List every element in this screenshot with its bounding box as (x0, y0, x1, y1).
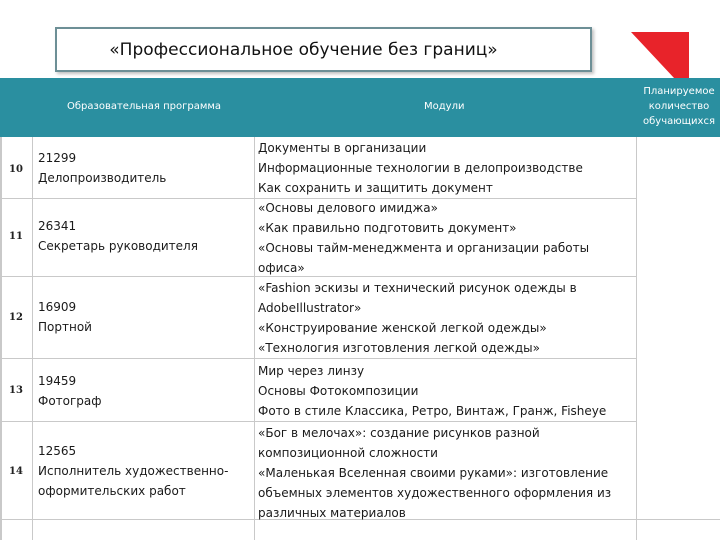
modules-cell (258, 138, 583, 198)
module-line: объемных элементов художественного оформления из (258, 486, 612, 500)
program-cell (38, 371, 102, 411)
module-line: композиционной сложности (258, 446, 438, 460)
row-number: 11 (9, 231, 23, 242)
module-line: «Основы делового имиджа» (258, 201, 438, 215)
module-line: «Конструирование женской легкой одежды» (258, 321, 547, 335)
header-program: Образовательная программа (67, 101, 222, 112)
module-line: «Fashion эскизы и технический рисунок одежды в (258, 281, 577, 295)
grid-hline (0, 358, 636, 359)
program-name-line-2: оформительских работ (38, 484, 186, 498)
module-line: офиса» (258, 261, 305, 275)
program-name: Фотограф (38, 394, 102, 408)
header-planned (638, 84, 720, 129)
grid-vline-mods (636, 137, 637, 540)
grid-hline (0, 421, 636, 422)
program-code: 26341 (38, 219, 77, 233)
modules-cell (258, 423, 611, 523)
module-line: различных материалов (258, 506, 406, 520)
module-line: Информационные технологии в делопроизводстве (258, 161, 583, 175)
program-name: Портной (38, 320, 92, 334)
program-name-line-1: Исполнитель художественно- (38, 464, 229, 478)
program-cell (38, 441, 228, 501)
module-line: Фото в стиле Классика, Ретро, Винтаж, Гранж, Fisheye (258, 404, 607, 418)
title-box (55, 27, 592, 72)
module-line: «Основы тайм-менеджмента и организации работы (258, 241, 590, 255)
modules-cell (258, 361, 606, 421)
module-line: AdobeIllustrator» (258, 301, 362, 315)
module-line: Как сохранить и защитить документ (258, 181, 493, 195)
program-cell (38, 297, 92, 337)
module-line: «Как правильно подготовить документ» (258, 221, 517, 235)
row-number: 13 (9, 385, 23, 396)
row-number: 10 (9, 164, 23, 175)
program-cell (38, 148, 166, 188)
module-line: «Бог в мелочах»: создание рисунков разной (258, 426, 540, 440)
program-code: 21299 (38, 151, 77, 165)
module-line: Документы в организации (258, 141, 427, 155)
program-name: Секретарь руководителя (38, 239, 198, 253)
header-planned-line-2: количество (648, 101, 710, 112)
page-title: «Профессиональное обучение без границ» (109, 39, 498, 60)
program-code: 16909 (38, 300, 77, 314)
module-line: Основы Фотокомпозиции (258, 384, 419, 398)
program-cell (38, 216, 198, 256)
row-number: 12 (9, 312, 23, 323)
header-planned-line-3: обучающихся (642, 116, 715, 127)
program-code: 19459 (38, 374, 77, 388)
row-number: 14 (9, 466, 23, 477)
module-line: Мир через линзу (258, 364, 365, 378)
modules-cell (258, 278, 577, 358)
header-modules: Модули (424, 101, 465, 112)
program-code: 12565 (38, 444, 77, 458)
module-line: «Маленькая Вселенная своими руками»: изготовление (258, 466, 609, 480)
modules-cell (258, 198, 589, 278)
header-planned-line-1: Планируемое (643, 86, 715, 97)
module-line: «Технология изготовления легкой одежды» (258, 341, 540, 355)
program-name: Делопроизводитель (38, 171, 167, 185)
